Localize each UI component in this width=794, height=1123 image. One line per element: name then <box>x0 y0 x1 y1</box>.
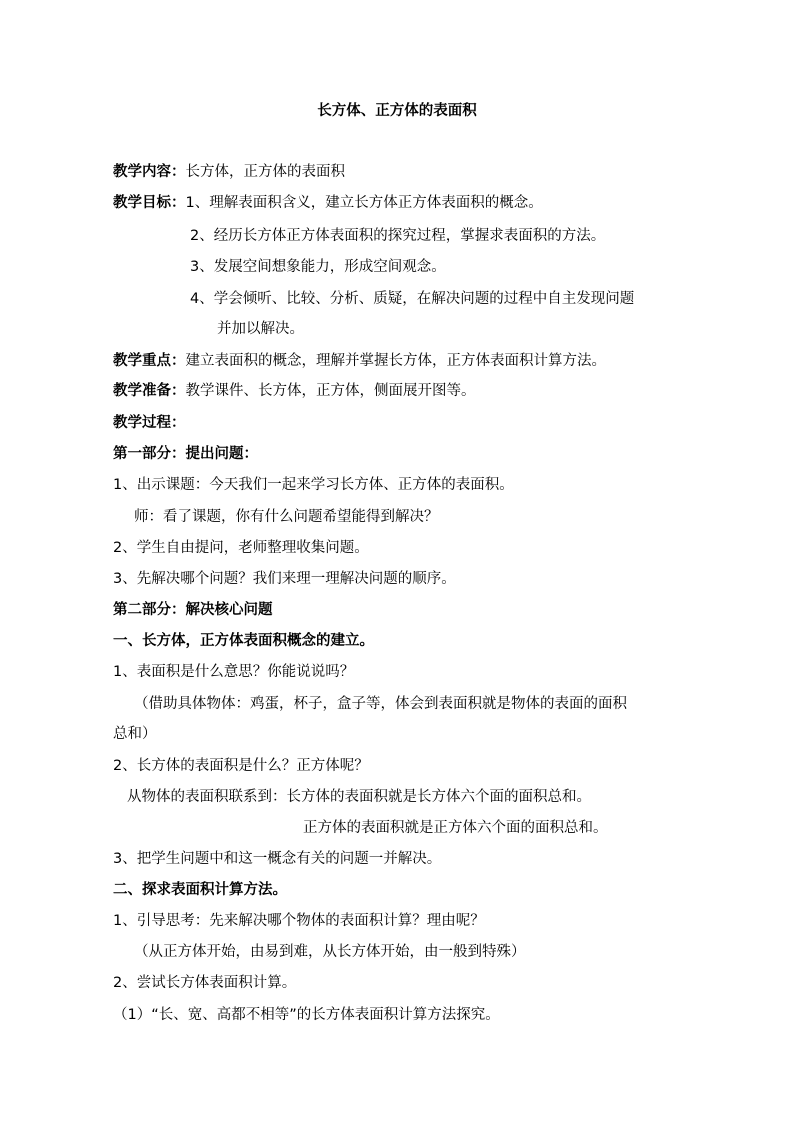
focus-label: 教学重点： <box>113 353 186 369</box>
goal-item-continuation: 并加以解决。 <box>217 321 304 337</box>
goal-item: 1、理解表面积含义，建立长方体正方体表面积的概念。 <box>185 195 543 211</box>
content-text: 长方体，正方体的表面积 <box>185 164 345 180</box>
prep-label: 教学准备： <box>113 383 186 399</box>
section1-line: 3、把学生问题中和这一概念有关的问题一并解决。 <box>113 851 442 867</box>
part1-line: 1、出示课题：今天我们一起来学习长方体、正方体的表面积。 <box>113 477 514 493</box>
section1-line: 2、长方体的表面积是什么？正方体呢？ <box>113 758 369 774</box>
part1-line: 3、先解决哪个问题？我们来理一理解决问题的顺序。 <box>113 571 456 587</box>
section2-line: （1）“长、宽、高都不相等”的长方体表面积计算方法探究。 <box>113 1007 500 1023</box>
goal-item: 4、学会倾听、比较、分析、质疑，在解决问题的过程中自主发现问题 <box>190 291 635 307</box>
section1-line: （借助具体物体：鸡蛋，杯子，盒子等，体会到表面积就是物体的表面的面积 <box>134 696 627 712</box>
section1-line: 从物体的表面积联系到：长方体的表面积就是长方体六个面的面积总和。 <box>127 789 591 805</box>
section1-line: 总和） <box>113 726 157 742</box>
section1-heading: 一、长方体，正方体表面积概念的建立。 <box>113 633 374 649</box>
prep-row <box>113 381 476 401</box>
section2-heading: 二、探求表面积计算方法。 <box>113 882 287 898</box>
goal-item: 3、发展空间想象能力，形成空间观念。 <box>190 259 446 275</box>
goal-item: 2、经历长方体正方体表面积的探究过程，掌握求表面积的方法。 <box>190 228 606 244</box>
goals-label: 教学目标： <box>113 195 186 211</box>
section2-line: 1、引导思考：先来解决哪个物体的表面积计算？理由呢？ <box>113 913 485 929</box>
focus-row <box>113 351 606 371</box>
part1-line: 2、学生自由提问，老师整理收集问题。 <box>113 540 369 556</box>
section1-line: 1、表面积是什么意思？你能说说吗？ <box>113 664 355 680</box>
prep-text: 教学课件、长方体，正方体，侧面展开图等。 <box>185 383 476 399</box>
part2-heading: 第二部分：解决核心问题 <box>113 602 273 618</box>
section1-line: 正方体的表面积就是正方体六个面的面积总和。 <box>303 820 608 836</box>
part1-line: 师：看了课题，你有什么问题希望能得到解决？ <box>134 509 439 525</box>
document-title: 长方体、正方体的表面积 <box>317 103 477 119</box>
section2-line: 2、尝试长方体表面积计算。 <box>113 975 297 991</box>
goals-row <box>113 193 543 213</box>
process-label: 教学过程： <box>113 415 186 431</box>
section2-line: （从正方体开始，由易到难，从长方体开始，由一般到特殊） <box>134 944 526 960</box>
focus-text: 建立表面积的概念，理解并掌握长方体，正方体表面积计算方法。 <box>185 353 606 369</box>
part1-heading: 第一部分：提出问题： <box>113 446 258 462</box>
content-label: 教学内容： <box>113 164 186 180</box>
content-row <box>113 162 345 182</box>
